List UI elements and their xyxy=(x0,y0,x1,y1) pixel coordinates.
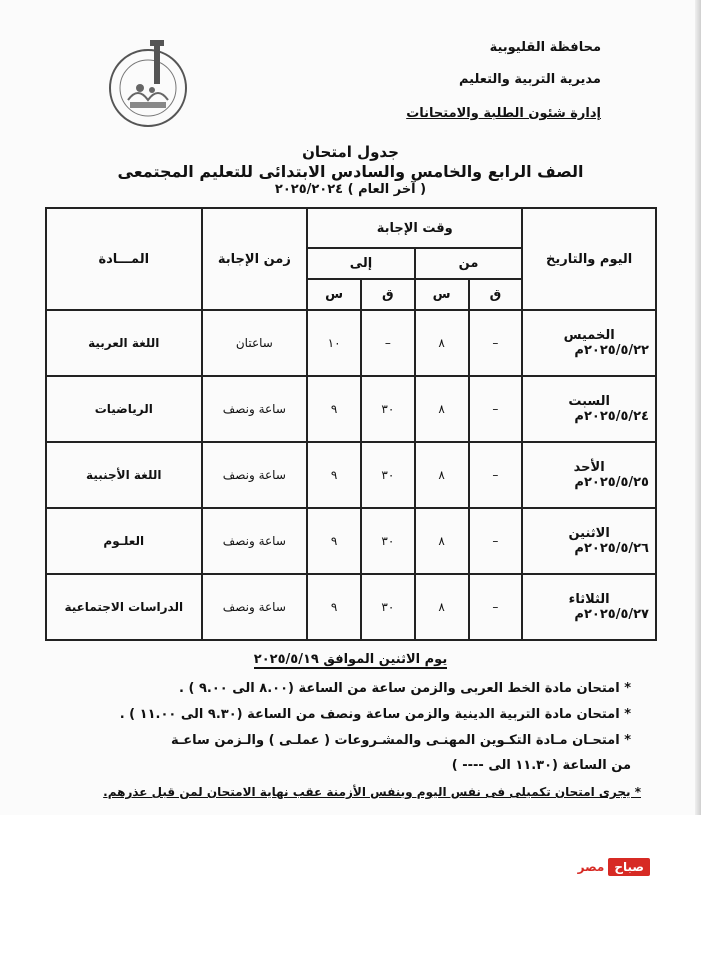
header-day-date: اليوم والتاريخ xyxy=(522,208,656,310)
from-hour-cell: ٨ xyxy=(415,310,469,376)
sabah-masr-logo xyxy=(534,855,650,879)
header-to-hour: س xyxy=(307,279,361,310)
notes-heading: يوم الاثنين الموافق ٢٠٢٥/٥/١٩ xyxy=(253,652,448,667)
to-hour-cell: ٩ xyxy=(307,574,361,640)
note-arabic-calligraphy: * امتحان مادة الخط العربى والزمن ساعة من الساعة (٨.٠٠ الى ٩.٠٠ ) . xyxy=(179,681,631,696)
duration-cell: ساعة ونصف xyxy=(202,508,308,574)
from-hour-cell: ٨ xyxy=(415,442,469,508)
to-min-cell: ٣٠ xyxy=(361,508,415,574)
duration-cell: ساعة ونصف xyxy=(202,376,308,442)
from-hour-cell: ٨ xyxy=(415,376,469,442)
header-answer-time: وقت الإجابة xyxy=(307,208,522,248)
header-to-min: ق xyxy=(361,279,415,310)
header-to: إلى xyxy=(307,248,415,279)
to-hour-cell: ٩ xyxy=(307,376,361,442)
from-min-cell: – xyxy=(469,574,523,640)
subject-cell: اللغة الأجنبية xyxy=(46,442,202,508)
header-from: من xyxy=(415,248,523,279)
table-row xyxy=(46,376,656,442)
to-min-cell: ٣٠ xyxy=(361,574,415,640)
subject-cell: الدراسات الاجتماعية xyxy=(46,574,202,640)
from-hour-cell: ٨ xyxy=(415,508,469,574)
exam-schedule-table xyxy=(45,207,657,641)
from-min-cell: – xyxy=(469,508,523,574)
subject-cell: اللغة العربية xyxy=(46,310,202,376)
brand-part-masr: مصر xyxy=(577,860,605,874)
from-min-cell: – xyxy=(469,376,523,442)
subject-cell: الرياضيات xyxy=(46,376,202,442)
page-edge xyxy=(695,0,701,815)
to-min-cell: – xyxy=(361,310,415,376)
header-from-min: ق xyxy=(469,279,523,310)
to-hour-cell: ٩ xyxy=(307,508,361,574)
day-cell: الخميس ٢٠٢٥/٥/٢٢م xyxy=(522,310,656,376)
note-makeup-exam: * يجرى امتحان تكميلى فى نفس اليوم وبنفس الأزمنة عقب نهاية الامتحان لمن قبل عذرهم. xyxy=(103,785,641,799)
day-cell: الاثنين ٢٠٢٥/٥/٢٦م xyxy=(522,508,656,574)
title-year: ( آخر العام ) ٢٠٢٥/٢٠٢٤ xyxy=(274,182,427,197)
from-min-cell: – xyxy=(469,310,523,376)
day-cell: الثلاثاء ٢٠٢٥/٥/٢٧م xyxy=(522,574,656,640)
note-vocational-training: * امتحـان مـادة التكـوين المهنـى والمشـروعات ( عملـى ) والـزمن ساعـة xyxy=(170,733,631,748)
header-from-hour: س xyxy=(415,279,469,310)
title-grades: الصف الرابع والخامس والسادس الابتدائى للتعليم المجتمعى xyxy=(117,162,584,181)
duration-cell: ساعة ونصف xyxy=(202,574,308,640)
directorate-label: مديرية التربية والتعليم xyxy=(458,72,601,87)
title-main: جدول امتحان xyxy=(302,143,399,161)
table-row xyxy=(46,310,656,376)
subject-cell: العلـوم xyxy=(46,508,202,574)
governorate-label: محافظة القليوبية xyxy=(489,40,601,55)
header-duration: زمن الإجابة xyxy=(202,208,308,310)
table-row xyxy=(46,442,656,508)
note-vocational-time: من الساعة (١١.٣٠ الى ---- ) xyxy=(451,758,631,773)
from-min-cell: – xyxy=(469,442,523,508)
brand-part-sabah: صباح xyxy=(608,858,650,876)
table-row xyxy=(46,508,656,574)
to-hour-cell: ١٠ xyxy=(307,310,361,376)
to-hour-cell: ٩ xyxy=(307,442,361,508)
note-religious-education: * امتحان مادة التربية الدينية والزمن ساعة ونصف من الساعة (٩.٣٠ الى ١١.٠٠ ) . xyxy=(119,707,631,722)
table-row xyxy=(46,574,656,640)
department-label: إدارة شئون الطلبة والامتحانات xyxy=(406,106,601,121)
duration-cell: ساعة ونصف xyxy=(202,442,308,508)
ministry-seal-icon xyxy=(100,40,196,130)
day-cell: الأحد ٢٠٢٥/٥/٢٥م xyxy=(522,442,656,508)
from-hour-cell: ٨ xyxy=(415,574,469,640)
header-subject: المـــادة xyxy=(46,208,202,310)
duration-cell: ساعتان xyxy=(202,310,308,376)
to-min-cell: ٣٠ xyxy=(361,442,415,508)
day-cell: السبت ٢٠٢٥/٥/٢٤م xyxy=(522,376,656,442)
to-min-cell: ٣٠ xyxy=(361,376,415,442)
